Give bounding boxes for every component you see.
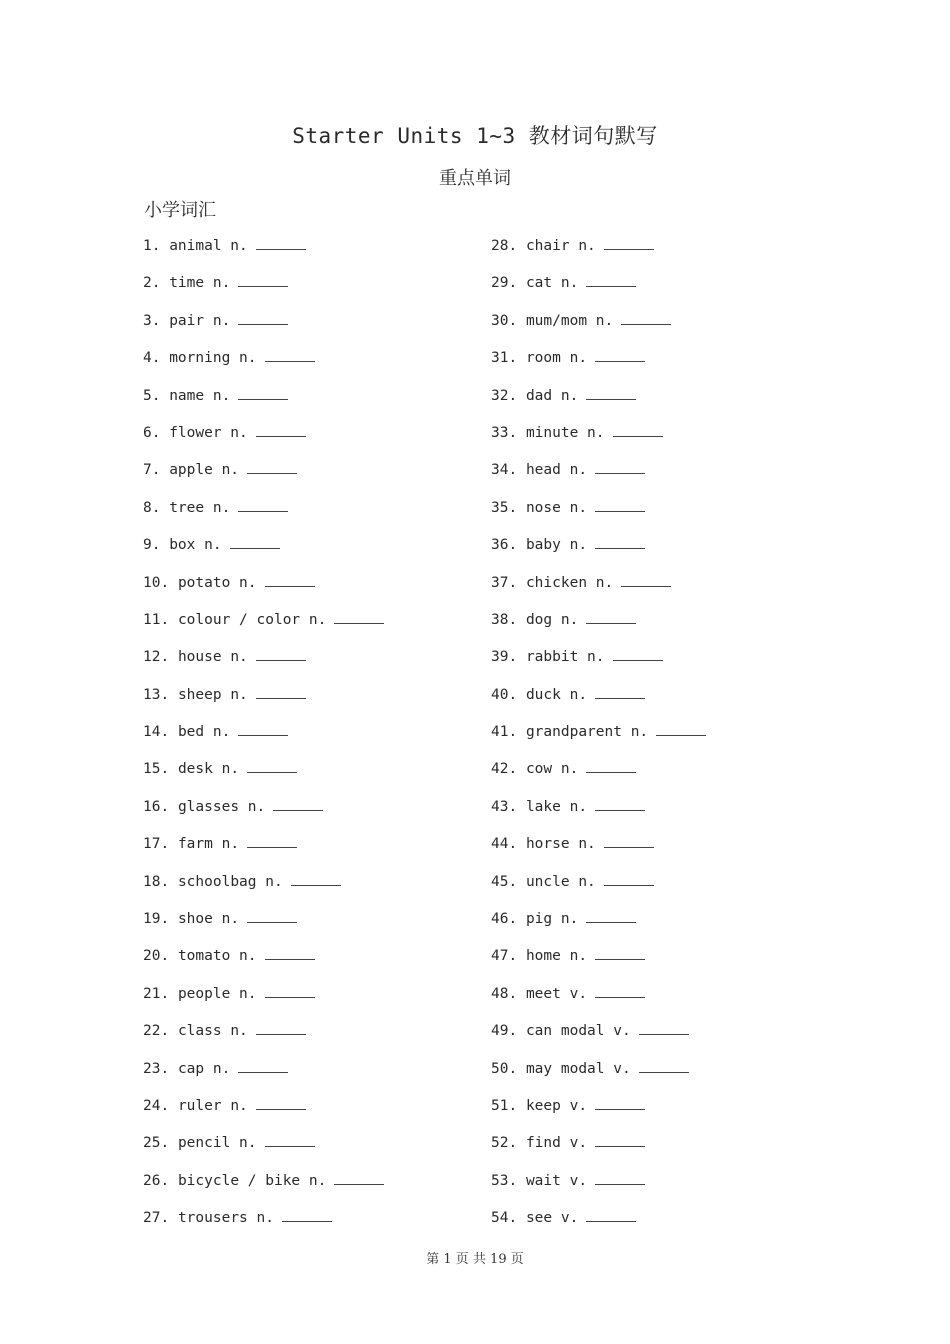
vocab-item (491, 421, 831, 458)
item-number: 38. (491, 611, 518, 628)
item-number: 47. (491, 948, 518, 965)
item-word: house n. (177, 649, 248, 666)
item-word: horse n. (525, 836, 596, 853)
vocab-item (143, 832, 483, 869)
answer-blank[interactable] (586, 1207, 636, 1222)
item-word: cow n. (525, 761, 579, 778)
item-number: 21. (143, 985, 170, 1002)
item-word: baby n. (525, 537, 588, 554)
item-number: 49. (491, 1023, 518, 1040)
vocab-item (143, 720, 483, 757)
vocab-item (143, 384, 483, 421)
answer-blank[interactable] (586, 385, 636, 400)
item-number: 5. (143, 387, 161, 404)
item-number: 4. (143, 350, 161, 367)
item-number: 40. (491, 686, 518, 703)
vocab-item (143, 234, 483, 271)
item-word: chicken n. (525, 574, 614, 591)
item-word: lake n. (525, 798, 588, 815)
item-number: 15. (143, 761, 170, 778)
answer-blank[interactable] (595, 796, 645, 811)
answer-blank[interactable] (256, 646, 306, 661)
vocab-item (143, 870, 483, 907)
answer-blank[interactable] (334, 609, 384, 624)
item-number: 37. (491, 574, 518, 591)
item-word: see v. (525, 1210, 579, 1227)
answer-blank[interactable] (604, 871, 654, 886)
item-word: grandparent n. (525, 724, 649, 741)
item-number: 34. (491, 462, 518, 479)
item-word: ruler n. (177, 1097, 248, 1114)
item-word: animal n. (169, 238, 248, 254)
answer-blank[interactable] (256, 422, 306, 437)
answer-blank[interactable] (586, 908, 636, 923)
answer-blank[interactable] (256, 1020, 306, 1035)
item-number: 35. (491, 499, 518, 516)
answer-blank[interactable] (613, 422, 663, 437)
answer-blank[interactable] (334, 1170, 384, 1185)
item-number: 52. (491, 1135, 518, 1152)
answer-blank[interactable] (291, 871, 341, 886)
answer-blank[interactable] (595, 945, 645, 960)
answer-blank[interactable] (604, 833, 654, 848)
answer-blank[interactable] (238, 310, 288, 325)
item-number: 12. (143, 649, 170, 666)
item-word: room n. (525, 350, 588, 367)
vocab-item (143, 608, 483, 645)
vocab-item (143, 645, 483, 682)
vocab-item (143, 533, 483, 570)
item-number: 22. (143, 1023, 170, 1040)
item-number: 20. (143, 948, 170, 965)
vocab-item (143, 1019, 483, 1056)
answer-blank[interactable] (256, 684, 306, 699)
vocab-item (491, 795, 831, 832)
vocab-item (491, 608, 831, 645)
item-word: tree n. (169, 499, 231, 516)
vocab-item (491, 234, 831, 271)
vocab-item (143, 683, 483, 720)
vocab-item (143, 458, 483, 495)
item-number: 24. (143, 1097, 170, 1114)
vocab-item (491, 1019, 831, 1056)
answer-blank[interactable] (256, 235, 306, 250)
item-number: 44. (491, 836, 518, 853)
vocab-item (491, 832, 831, 869)
item-number: 54. (491, 1210, 518, 1227)
vocab-item (491, 271, 831, 308)
vocab-item (143, 1094, 483, 1131)
item-word: meet v. (525, 985, 588, 1002)
vocab-item (491, 757, 831, 794)
vocab-item (491, 571, 831, 608)
item-word: wait v. (525, 1172, 588, 1189)
item-number: 28. (491, 238, 518, 254)
item-number: 45. (491, 873, 518, 890)
vocab-list-right (491, 234, 831, 1244)
vocab-item (143, 1169, 483, 1206)
answer-blank[interactable] (247, 908, 297, 923)
item-word: people n. (177, 985, 257, 1002)
vocab-item (491, 907, 831, 944)
item-number: 16. (143, 798, 170, 815)
answer-blank[interactable] (247, 459, 297, 474)
answer-blank[interactable] (273, 796, 323, 811)
vocab-item (491, 1169, 831, 1206)
vocab-item (491, 384, 831, 421)
vocab-item (143, 1131, 483, 1168)
vocab-item (491, 1131, 831, 1168)
item-word: potato n. (177, 574, 257, 591)
item-number: 2. (143, 275, 161, 292)
answer-blank[interactable] (265, 347, 315, 362)
vocab-item (143, 944, 483, 981)
item-number: 46. (491, 911, 518, 928)
answer-blank[interactable] (256, 1095, 306, 1110)
item-number: 8. (143, 499, 161, 516)
item-word: schoolbag n. (177, 873, 283, 890)
answer-blank[interactable] (604, 235, 654, 250)
item-number: 10. (143, 574, 170, 591)
vocab-item (143, 496, 483, 533)
answer-blank[interactable] (265, 945, 315, 960)
item-number: 9. (143, 537, 161, 554)
vocab-item (143, 795, 483, 832)
item-word: nose n. (525, 499, 588, 516)
item-word: dad n. (525, 387, 579, 404)
answer-blank[interactable] (265, 1132, 315, 1147)
vocab-item (143, 1057, 483, 1094)
item-number: 36. (491, 537, 518, 554)
vocab-item (143, 346, 483, 383)
answer-blank[interactable] (656, 721, 706, 736)
vocab-item (491, 1206, 831, 1243)
item-number: 53. (491, 1172, 518, 1189)
item-number: 31. (491, 350, 518, 367)
vocab-item (143, 1206, 483, 1243)
answer-blank[interactable] (238, 385, 288, 400)
item-number: 7. (143, 462, 161, 479)
answer-blank[interactable] (595, 497, 645, 512)
answer-blank[interactable] (265, 983, 315, 998)
vocab-item (491, 720, 831, 757)
item-number: 26. (143, 1172, 170, 1189)
item-number: 25. (143, 1135, 170, 1152)
item-word: bicycle / bike n. (177, 1172, 327, 1189)
answer-blank[interactable] (595, 983, 645, 998)
item-word: find v. (525, 1135, 588, 1152)
item-word: uncle n. (525, 873, 596, 890)
item-number: 42. (491, 761, 518, 778)
item-word: can modal v. (525, 1023, 631, 1040)
vocab-item (491, 944, 831, 981)
item-word: tomato n. (177, 948, 257, 965)
answer-blank[interactable] (595, 459, 645, 474)
item-word: pencil n. (177, 1135, 257, 1152)
vocab-item (491, 1094, 831, 1131)
item-number: 3. (143, 312, 161, 329)
item-word: rabbit n. (525, 649, 605, 666)
item-word: shoe n. (177, 911, 240, 928)
item-number: 43. (491, 798, 518, 815)
item-word: colour / color n. (177, 611, 327, 628)
vocab-item (143, 982, 483, 1019)
item-word: sheep n. (177, 686, 248, 703)
item-word: box n. (169, 537, 222, 554)
answer-blank[interactable] (586, 758, 636, 773)
item-number: 39. (491, 649, 518, 666)
item-word: pair n. (169, 312, 231, 329)
answer-blank[interactable] (238, 721, 288, 736)
item-word: name n. (169, 387, 231, 404)
answer-blank[interactable] (230, 534, 280, 549)
answer-blank[interactable] (282, 1207, 332, 1222)
item-number: 19. (143, 911, 170, 928)
item-number: 1. (143, 238, 161, 254)
vocab-item (143, 309, 483, 346)
item-word: keep v. (525, 1097, 588, 1114)
answer-blank[interactable] (238, 1058, 288, 1073)
answer-blank[interactable] (621, 572, 671, 587)
answer-blank[interactable] (613, 646, 663, 661)
item-word: may modal v. (525, 1060, 631, 1077)
item-number: 50. (491, 1060, 518, 1077)
item-word: minute n. (525, 424, 605, 441)
vocab-item (143, 271, 483, 308)
answer-blank[interactable] (595, 347, 645, 362)
item-number: 51. (491, 1097, 518, 1114)
item-word: morning n. (169, 350, 257, 367)
vocab-item (491, 1057, 831, 1094)
answer-blank[interactable] (247, 758, 297, 773)
item-number: 17. (143, 836, 170, 853)
item-number: 30. (491, 312, 518, 329)
item-word: bed n. (177, 724, 231, 741)
item-word: dog n. (525, 611, 579, 628)
item-number: 29. (491, 275, 518, 292)
item-word: head n. (525, 462, 588, 479)
answer-blank[interactable] (586, 272, 636, 287)
section-heading: 重点单词 (439, 168, 511, 189)
answer-blank[interactable] (586, 609, 636, 624)
answer-blank[interactable] (595, 1170, 645, 1185)
item-word: mum/mom n. (525, 312, 614, 329)
item-number: 48. (491, 985, 518, 1002)
answer-blank[interactable] (621, 310, 671, 325)
page-number: 第 1 页 共 19 页 (426, 1252, 524, 1267)
answer-blank[interactable] (247, 833, 297, 848)
answer-blank[interactable] (595, 1132, 645, 1147)
subsection-heading: 小学词汇 (144, 200, 216, 221)
item-word: time n. (169, 275, 231, 292)
vocab-item (143, 757, 483, 794)
item-number: 41. (491, 724, 518, 741)
answer-blank[interactable] (595, 684, 645, 699)
item-word: home n. (525, 948, 588, 965)
vocab-item (491, 346, 831, 383)
item-word: glasses n. (177, 798, 266, 815)
item-word: cap n. (177, 1060, 231, 1077)
answer-blank[interactable] (639, 1058, 689, 1073)
item-number: 32. (491, 387, 518, 404)
item-word: duck n. (525, 686, 588, 703)
vocab-item (491, 982, 831, 1019)
item-number: 14. (143, 724, 170, 741)
vocab-list-left (143, 234, 483, 1244)
answer-blank[interactable] (639, 1020, 689, 1035)
item-word: apple n. (169, 462, 240, 479)
vocab-item (491, 309, 831, 346)
vocab-item (491, 458, 831, 495)
page-title: Starter Units 1~3 教材词句默写 (292, 124, 658, 148)
item-number: 33. (491, 424, 518, 441)
item-number: 6. (143, 424, 161, 441)
answer-blank[interactable] (595, 1095, 645, 1110)
item-word: trousers n. (177, 1210, 274, 1227)
answer-blank[interactable] (238, 272, 288, 287)
vocab-item (491, 683, 831, 720)
item-word: flower n. (169, 424, 248, 441)
vocab-item (491, 870, 831, 907)
vocab-item (491, 533, 831, 570)
vocab-item (491, 645, 831, 682)
item-number: 11. (143, 611, 170, 628)
item-number: 13. (143, 686, 170, 703)
item-number: 18. (143, 873, 170, 890)
item-word: chair n. (525, 238, 596, 254)
item-word: desk n. (177, 761, 240, 778)
answer-blank[interactable] (265, 572, 315, 587)
item-number: 27. (143, 1210, 170, 1227)
item-word: class n. (177, 1023, 248, 1040)
item-word: farm n. (177, 836, 240, 853)
vocab-item (491, 496, 831, 533)
vocab-item (143, 907, 483, 944)
vocab-item (143, 571, 483, 608)
item-word: cat n. (525, 275, 579, 292)
item-number: 23. (143, 1060, 170, 1077)
answer-blank[interactable] (238, 497, 288, 512)
answer-blank[interactable] (595, 534, 645, 549)
vocab-item (143, 421, 483, 458)
item-word: pig n. (525, 911, 579, 928)
